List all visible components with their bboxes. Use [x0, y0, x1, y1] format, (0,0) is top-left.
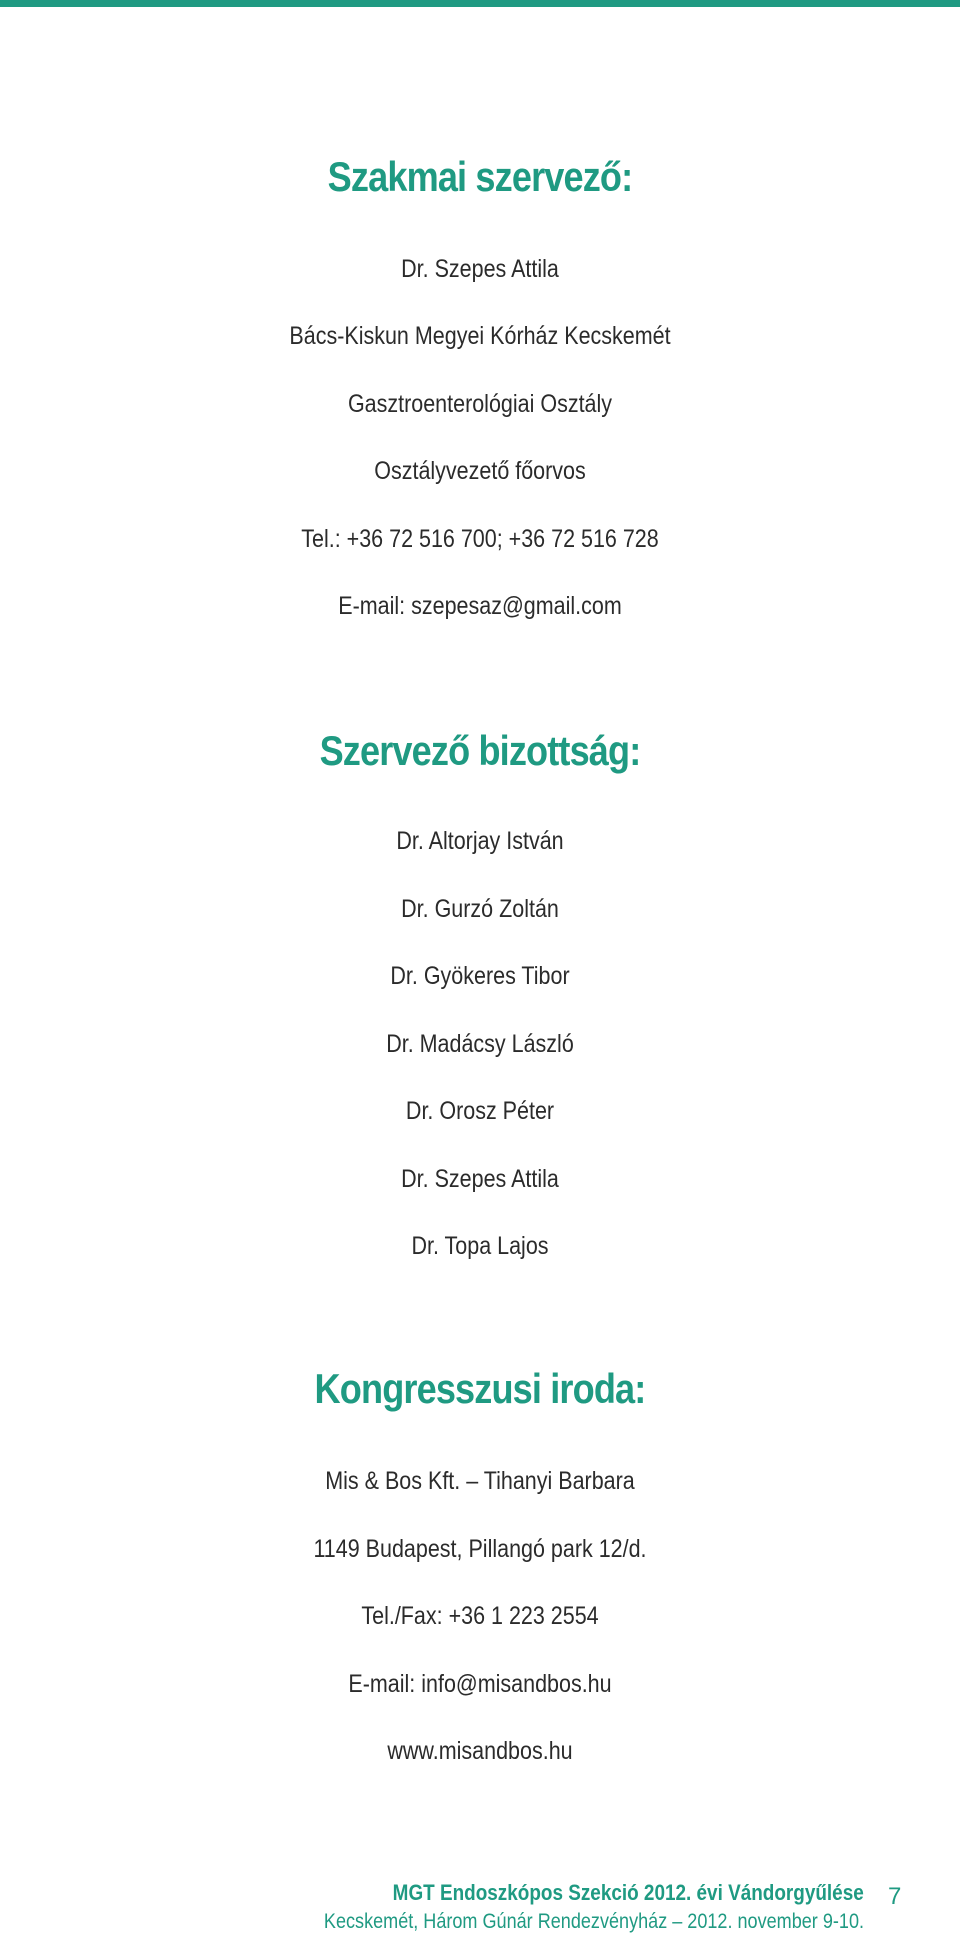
organizer-email[interactable]: E-mail: szepesaz@gmail.com	[338, 592, 622, 620]
committee-member: Dr. Szepes Attila	[401, 1165, 559, 1193]
organizer-phone: Tel.: +36 72 516 700; +36 72 516 728	[301, 525, 659, 553]
office-email[interactable]: E-mail: info@misandbos.hu	[348, 1670, 612, 1698]
section-heading-congress-office: Kongresszusi iroda:	[314, 1365, 646, 1412]
organizer-hospital: Bács-Kiskun Megyei Kórház Kecskemét	[289, 322, 671, 350]
committee-member: Dr. Topa Lajos	[411, 1232, 549, 1260]
office-company: Mis & Bos Kft. – Tihanyi Barbara	[325, 1467, 635, 1495]
organizer-department: Gasztroenterológiai Osztály	[347, 390, 613, 418]
top-accent-bar	[0, 0, 960, 7]
footer-event-venue-date: Kecskemét, Három Gúnár Rendezvényház – 2012. november 9-10.	[323, 1910, 864, 1933]
section-heading-organizing-committee: Szervező bizottság:	[319, 727, 641, 774]
organizer-position: Osztályvezető főorvos	[374, 457, 586, 485]
page-number: 7	[888, 1883, 902, 1910]
footer-event-title: MGT Endoszkópos Szekció 2012. évi Vándorgyűlése	[392, 1880, 864, 1905]
section-heading-professional-organizer: Szakmai szervező:	[327, 153, 633, 200]
office-address: 1149 Budapest, Pillangó park 12/d.	[313, 1535, 647, 1563]
committee-member: Dr. Altorjay István	[396, 827, 564, 855]
committee-member: Dr. Madácsy László	[386, 1030, 574, 1058]
office-phone-fax: Tel./Fax: +36 1 223 2554	[361, 1602, 599, 1630]
organizer-name: Dr. Szepes Attila	[401, 255, 559, 283]
committee-member: Dr. Gurzó Zoltán	[401, 895, 559, 923]
committee-member: Dr. Orosz Péter	[405, 1097, 555, 1125]
committee-member: Dr. Gyökeres Tibor	[390, 962, 570, 990]
office-website-link[interactable]: www.misandbos.hu	[387, 1737, 573, 1765]
